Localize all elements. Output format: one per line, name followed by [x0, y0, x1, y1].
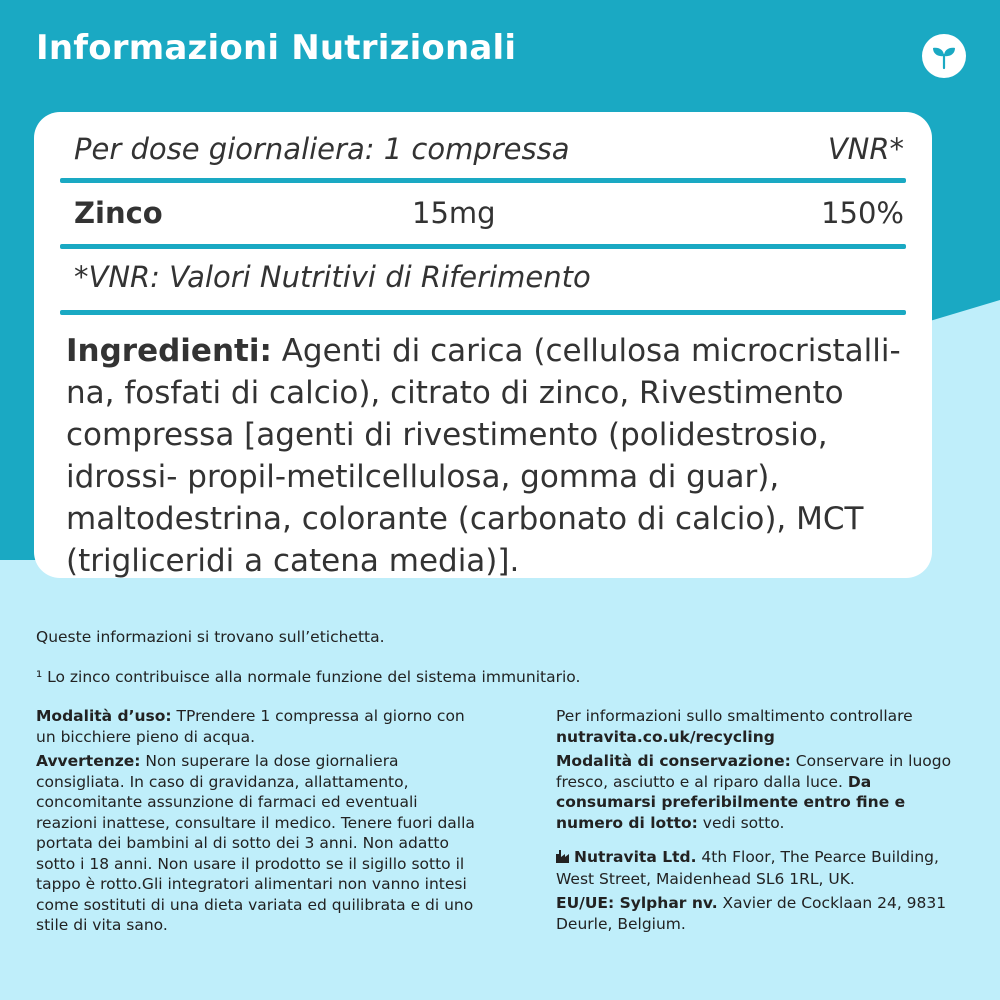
storage-label: Modalità di conservazione:	[556, 752, 791, 770]
usage-label: Modalità d’uso:	[36, 707, 172, 725]
zinc-claim-note: ¹ Lo zinco contribuisce alla normale funzione del sistema immunitario.	[36, 668, 581, 686]
nutrient-amount: 15mg	[412, 196, 496, 230]
ingredients-label: Ingredienti:	[66, 333, 272, 369]
best-before-label: Da consumarsi preferibilmente entro fine e numero di lotto:	[556, 772, 906, 832]
vnr-header: VNR*	[827, 132, 904, 166]
table-divider	[60, 244, 906, 249]
warnings-label: Avvertenze:	[36, 752, 141, 770]
manufacturer-name: Nutravita Ltd.	[574, 848, 697, 866]
recycling-paragraph	[556, 706, 976, 747]
nutrient-vnr: 150%	[821, 196, 904, 230]
factory-icon	[556, 848, 571, 869]
storage-text: Conservare in luogo fresco, asciutto e al riparo dalla luce.	[556, 752, 952, 791]
manufacturer-address: 4th Floor, The Pearce Building, West Street, Maidenhead SL6 1RL, UK.	[556, 848, 939, 888]
storage-company-column	[556, 706, 976, 938]
table-divider	[60, 310, 906, 315]
usage-paragraph	[36, 706, 476, 747]
warnings-paragraph	[36, 751, 476, 936]
usage-text: TPrendere 1 compressa al giorno con un bicchiere pieno di acqua.	[36, 707, 465, 746]
eu-representative-paragraph	[556, 893, 976, 934]
recycling-link[interactable]: nutravita.co.uk/recycling	[556, 727, 775, 746]
table-row	[74, 196, 904, 230]
table-header-row	[74, 132, 904, 166]
ingredients-list: Agenti di carica (cellulosa microcristalli-na, fosfati di calcio), citrato di zinco, Rivestimento compressa [agenti di rivestimento (polidestrosio, idrossi- propil-metilcellulosa, gomma di guar), maltodestrina, colorante (carbonato di calcio), MCT (trigliceridi a catena media)].	[66, 333, 901, 579]
label-info-note: Queste informazioni si trovano sull’etichetta.	[36, 628, 385, 646]
nutrient-name: Zinco	[74, 196, 163, 230]
eu-address: Xavier de Cocklaan 24, 9831 Deurle, Belgium.	[556, 894, 947, 933]
manufacturer-paragraph	[556, 847, 976, 889]
leaf-sprout-icon	[922, 34, 966, 78]
eu-label: EU/UE: Sylphar nv.	[556, 894, 718, 912]
recycling-text: Per informazioni sullo smaltimento controllare	[556, 707, 913, 725]
storage-paragraph	[556, 751, 976, 833]
page-title: Informazioni Nutrizionali	[36, 28, 517, 68]
usage-warnings-column	[36, 706, 476, 940]
ingredients-text	[66, 330, 906, 582]
warnings-text: Non superare la dose giornaliera consigliata. In caso di gravidanza, allattamento, concomitante assunzione di farmaci ed eventuali reazioni inattese, consultare il medico. Tenere fuori dalla portata dei bambini al di sotto dei 3 anni. Non adatto sotto i 18 anni. Non usare il prodotto se il sigillo sotto il tappo è rotto.Gli integratori alimentari non vanno intesi come sostituti di una dieta variata ed quilibrata e di uno stile di vita sano.	[36, 752, 475, 934]
nutrition-card	[34, 112, 932, 578]
table-divider	[60, 178, 906, 183]
vnr-footnote: *VNR: Valori Nutritivi di Riferimento	[74, 260, 591, 294]
dose-label: Per dose giornaliera: 1 compressa	[74, 132, 570, 166]
best-before-text: vedi sotto.	[697, 813, 785, 832]
